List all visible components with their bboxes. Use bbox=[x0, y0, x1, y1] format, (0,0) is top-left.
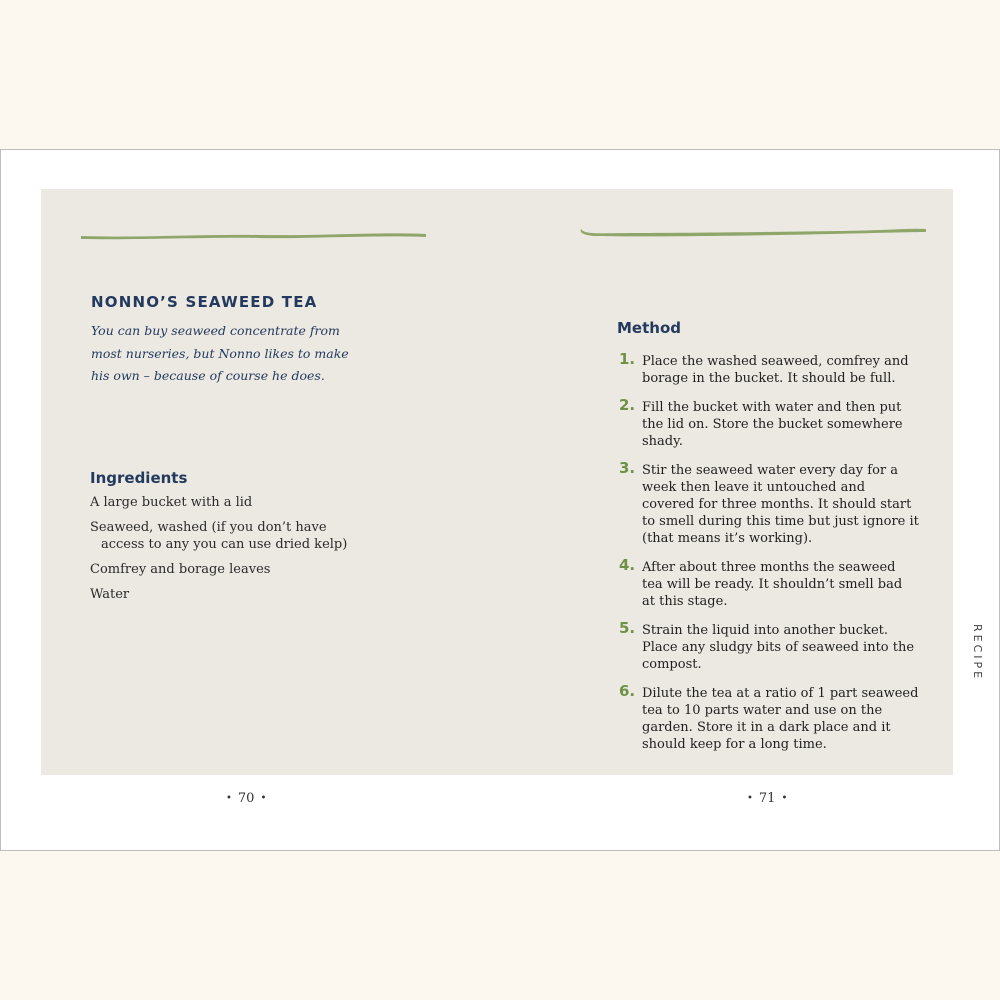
page-number-value: 70 bbox=[237, 791, 255, 806]
ingredient-item: Seaweed, washed (if you don’t have access to any you can use dried kelp) bbox=[90, 520, 348, 552]
recipe-panel bbox=[41, 189, 953, 775]
step-text: Place the washed seaweed, comfrey and borage in the bucket. It should be full. bbox=[642, 354, 909, 386]
method-heading: Method bbox=[617, 319, 681, 337]
page-dot: • bbox=[260, 793, 267, 804]
step-text: Fill the bucket with water and then put the lid on. Store the bucket somewhere shady. bbox=[642, 400, 903, 449]
recipe-intro: You can buy seaweed concentrate from most nurseries, but Nonno likes to make his own – because of course he does. bbox=[91, 323, 349, 383]
method-step bbox=[619, 350, 919, 387]
brush-stroke-left bbox=[79, 227, 429, 243]
method-step bbox=[619, 556, 919, 610]
ingredients-heading: Ingredients bbox=[90, 469, 188, 487]
step-number: 6. bbox=[619, 682, 636, 700]
ingredient-item: Water bbox=[90, 587, 130, 602]
method-step bbox=[619, 619, 919, 673]
recipe-title: NONNO’S SEAWEED TEA bbox=[91, 293, 318, 311]
ingredient-item: Comfrey and borage leaves bbox=[90, 562, 271, 577]
method-list bbox=[619, 350, 919, 765]
page-dot: • bbox=[781, 793, 788, 804]
method-step bbox=[619, 682, 919, 753]
step-text: Strain the liquid into another bucket. Place any sludgy bits of seaweed into the compost. bbox=[642, 623, 915, 672]
brush-stroke-right bbox=[579, 223, 929, 243]
step-number: 5. bbox=[619, 619, 636, 637]
step-number: 3. bbox=[619, 459, 636, 477]
ingredient-item: A large bucket with a lid bbox=[90, 495, 253, 510]
step-number: 1. bbox=[619, 350, 636, 368]
step-number: 2. bbox=[619, 396, 636, 414]
page-dot: • bbox=[747, 793, 753, 804]
page-number-value: 71 bbox=[758, 791, 776, 806]
page-number-right bbox=[741, 791, 793, 806]
step-text: After about three months the seaweed tea will be ready. It shouldn’t smell bad at this stage. bbox=[642, 560, 903, 609]
method-step bbox=[619, 396, 919, 450]
step-text: Stir the seaweed water every day for a week then leave it untouched and covered for three months. It should start to smell during this time but just ignore it (that means it’s working). bbox=[642, 463, 919, 546]
step-number: 4. bbox=[619, 556, 636, 574]
method-step bbox=[619, 459, 919, 547]
page-number-left bbox=[220, 791, 272, 806]
step-text: Dilute the tea at a ratio of 1 part seaweed tea to 10 parts water and use on the garden. Store it in a dark place and it should keep for a long time. bbox=[642, 686, 919, 752]
page-dot: • bbox=[226, 793, 232, 804]
book-spread bbox=[0, 149, 1000, 851]
ingredient-list bbox=[90, 494, 370, 611]
section-side-label: RECIPE bbox=[971, 624, 984, 682]
